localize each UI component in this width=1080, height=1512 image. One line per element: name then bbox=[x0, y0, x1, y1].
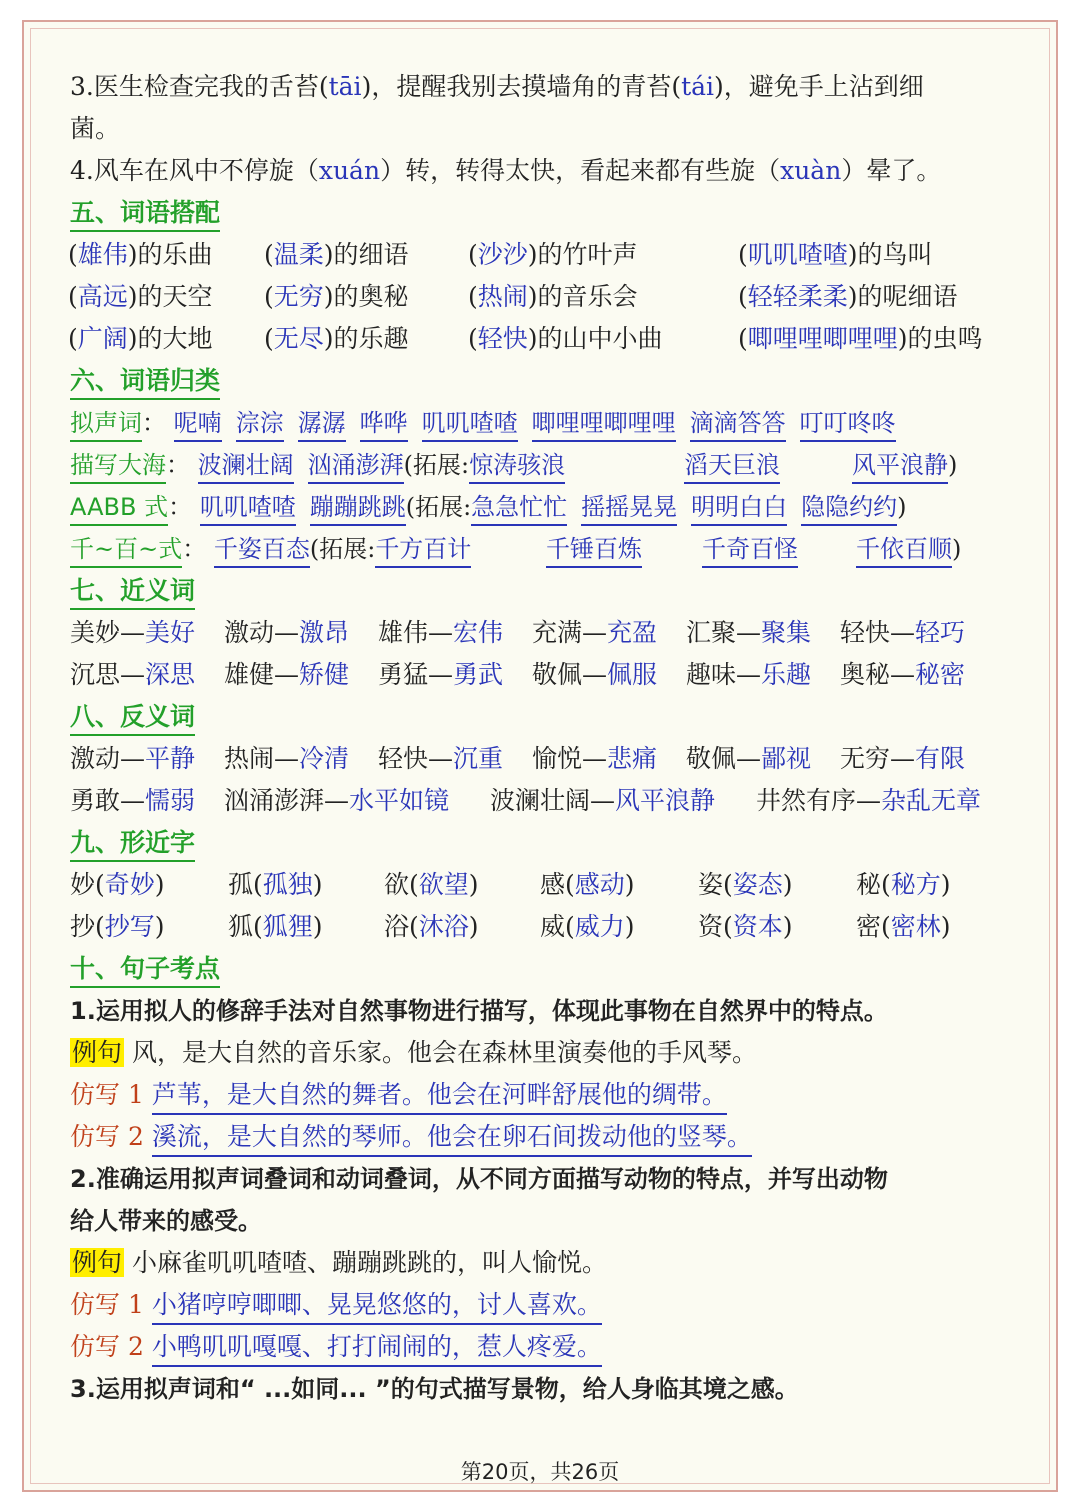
classify-word: 叽叽喳喳 bbox=[200, 490, 296, 526]
imitation-3 bbox=[70, 1284, 1030, 1326]
imitation-tag: 仿写 1 bbox=[70, 1290, 144, 1319]
synonym-pair: 充满—充盈 bbox=[532, 618, 658, 647]
antonym-pair: 汹涌澎湃—水平如镜 bbox=[224, 786, 450, 815]
antonym-pair: 无穷—有限 bbox=[840, 744, 966, 773]
q4-line bbox=[70, 150, 1030, 192]
classify-word: 摇摇晃晃 bbox=[581, 490, 677, 526]
collocation-item: (沙沙)的竹叶声 bbox=[468, 240, 638, 269]
collocation-row bbox=[70, 234, 1030, 276]
section-7-heading-line bbox=[70, 570, 1030, 612]
extend-label: (拓展: bbox=[405, 493, 472, 521]
antonym-pair: 井然有序—杂乱无章 bbox=[756, 786, 982, 815]
classify-word: 急急忙忙 bbox=[471, 490, 567, 526]
classify-row-aabb: AABB 式： 叽叽喳喳 蹦蹦跳跳(拓展:急急忙忙 摇摇晃晃 明明白白 隐隐约约) bbox=[70, 486, 1030, 528]
classify-word: 汹涌澎湃 bbox=[308, 448, 404, 484]
imitation-answer: 小猪哼哼唧唧、晃晃悠悠的，讨人喜欢。 bbox=[152, 1287, 602, 1325]
classify-word: 风平浪静 bbox=[852, 448, 948, 484]
q4-text-c: ）转，转得太快，看起来都有些旋（ bbox=[380, 156, 781, 185]
classify-word-wrap bbox=[702, 528, 798, 570]
classify-word: 波澜壮阔 bbox=[198, 448, 294, 484]
similar-char-item: 妙(奇妙) bbox=[70, 870, 165, 899]
q3-text-c: )，提醒我别去摸墙角的青苔( bbox=[361, 72, 682, 101]
classify-word: 千依百顺 bbox=[856, 532, 952, 568]
collocation-item: (轻轻柔柔)的呢细语 bbox=[738, 282, 958, 311]
classify-word: 淙淙 bbox=[236, 406, 284, 442]
synonym-pair: 雄伟—宏伟 bbox=[378, 618, 504, 647]
classify-word-wrap: 风平浪静) bbox=[852, 444, 957, 486]
synonym-pair: 汇聚—聚集 bbox=[686, 618, 812, 647]
imitation-4 bbox=[70, 1326, 1030, 1368]
imitation-tag: 仿写 2 bbox=[70, 1122, 144, 1151]
similar-char-item: 密(密林) bbox=[856, 912, 951, 941]
q3-pinyin-1: tāi bbox=[328, 72, 362, 101]
similar-char-item: 秘(秘方) bbox=[856, 870, 951, 899]
synonym-pair: 奥秘—秘密 bbox=[840, 660, 966, 689]
classify-word: 哗哗 bbox=[360, 406, 408, 442]
section-heading: 十、句子考点 bbox=[70, 952, 220, 988]
section-heading: 五、词语搭配 bbox=[70, 196, 220, 232]
sentence-point-3: 3.运用拟声词和“ ...如同... ”的句式描写景物，给人身临其境之感。 bbox=[70, 1375, 799, 1403]
q4-text-a: 4.风车在风中不停旋（ bbox=[70, 156, 319, 185]
classify-word: 叮叮咚咚 bbox=[800, 406, 896, 442]
collocation-item: (唧哩哩唧哩哩)的虫鸣 bbox=[738, 324, 983, 353]
imitation-2 bbox=[70, 1116, 1030, 1158]
classify-row-onomatopoeia: 拟声词： 呢喃 淙淙 潺潺 哗哗 叽叽喳喳 唧哩哩唧哩哩 滴滴答答 叮叮咚咚 bbox=[70, 402, 1030, 444]
synonym-pair: 雄健—矫健 bbox=[224, 660, 350, 689]
section-8-heading-line bbox=[70, 696, 1030, 738]
collocation-item: (无尽)的乐趣 bbox=[264, 324, 409, 353]
example-sentence-1 bbox=[70, 1032, 1030, 1074]
section-heading: 七、近义词 bbox=[70, 574, 195, 610]
classify-word: 千奇百怪 bbox=[702, 532, 798, 568]
synonym-pair: 趣味—乐趣 bbox=[686, 660, 812, 689]
classify-word: 千方百计 bbox=[375, 532, 471, 568]
collocation-item: (热闹)的音乐会 bbox=[468, 282, 638, 311]
classify-word: 蹦蹦跳跳 bbox=[310, 490, 406, 526]
q3-text-f: 菌。 bbox=[70, 114, 121, 143]
collocation-item: (高远)的天空 bbox=[68, 282, 213, 311]
classify-word: 惊涛骇浪 bbox=[469, 448, 565, 484]
classify-row-sea: 描写大海： 波澜壮阔 汹涌澎湃(拓展:惊涛骇浪 滔天巨浪 风平浪静) bbox=[70, 444, 1030, 486]
antonym-pair: 波澜壮阔—风平浪静 bbox=[490, 786, 716, 815]
example-sentence-2 bbox=[70, 1242, 1030, 1284]
synonym-pair: 沉思—深思 bbox=[70, 660, 196, 689]
classify-word-wrap bbox=[684, 444, 780, 486]
synonym-pair: 敬佩—佩服 bbox=[532, 660, 658, 689]
extend-label: (拓展: bbox=[309, 535, 376, 563]
q3-line bbox=[70, 66, 1030, 108]
sentence-point-2: 2.准确运用拟声词叠词和动词叠词，从不同方面描写动物的特点，并写出动物 bbox=[70, 1165, 888, 1193]
section-heading: 九、形近字 bbox=[70, 826, 195, 862]
collocation-row bbox=[70, 276, 1030, 318]
synonym-pair: 勇猛—勇武 bbox=[378, 660, 504, 689]
q4-pinyin-2: xuàn bbox=[780, 156, 842, 185]
q3-text-e: )，避免手上沾到细 bbox=[714, 72, 924, 101]
imitation-1 bbox=[70, 1074, 1030, 1116]
similar-char-item: 孤(孤独) bbox=[228, 870, 323, 899]
antonym-pair: 愉悦—悲痛 bbox=[532, 744, 658, 773]
section-9-heading-line bbox=[70, 822, 1030, 864]
similar-char-row bbox=[70, 864, 1030, 906]
q3-line-2 bbox=[70, 108, 1030, 150]
example-text: 风，是大自然的音乐家。他会在森林里演奏他的手风琴。 bbox=[131, 1038, 757, 1067]
similar-char-item: 感(感动) bbox=[540, 870, 635, 899]
collocation-item: (无穷)的奥秘 bbox=[264, 282, 409, 311]
antonym-pair: 勇敢—懦弱 bbox=[70, 786, 196, 815]
similar-char-item: 狐(狐狸) bbox=[228, 912, 323, 941]
example-text: 小麻雀叽叽喳喳、蹦蹦跳跳的，叫人愉悦。 bbox=[131, 1248, 607, 1277]
collocation-item: (广阔)的大地 bbox=[68, 324, 213, 353]
page-number: 第20页，共26页 bbox=[460, 1460, 620, 1484]
similar-char-item: 姿(姿态) bbox=[698, 870, 793, 899]
worksheet-content bbox=[70, 66, 1030, 1410]
section-heading: 八、反义词 bbox=[70, 700, 195, 736]
classify-word: 千锤百炼 bbox=[546, 532, 642, 568]
classify-word-wrap: 千依百顺) bbox=[856, 528, 961, 570]
similar-char-row bbox=[70, 906, 1030, 948]
similar-char-item: 欲(欲望) bbox=[384, 870, 479, 899]
collocation-item: (雄伟)的乐曲 bbox=[68, 240, 213, 269]
sentence-point-1: 1.运用拟人的修辞手法对自然事物进行描写，体现此事物在自然界中的特点。 bbox=[70, 997, 888, 1025]
section-10-heading-line bbox=[70, 948, 1030, 990]
imitation-tag: 仿写 2 bbox=[70, 1332, 144, 1361]
extend-label: (拓展: bbox=[403, 451, 470, 479]
classify-word: 呢喃 bbox=[174, 406, 222, 442]
example-tag: 例句 bbox=[72, 1038, 123, 1067]
collocation-row bbox=[70, 318, 1030, 360]
classify-label: 拟声词 bbox=[70, 406, 142, 442]
classify-label: AABB 式 bbox=[70, 490, 168, 526]
classify-word: 隐隐约约 bbox=[801, 490, 897, 526]
similar-char-item: 威(威力) bbox=[540, 912, 635, 941]
example-tag: 例句 bbox=[72, 1248, 123, 1277]
similar-char-item: 资(资本) bbox=[698, 912, 793, 941]
antonym-pair: 热闹—冷清 bbox=[224, 744, 350, 773]
similar-char-item: 抄(抄写) bbox=[70, 912, 165, 941]
antonym-pair: 轻快—沉重 bbox=[378, 744, 504, 773]
section-6-heading-line bbox=[70, 360, 1030, 402]
classify-word: 叽叽喳喳 bbox=[422, 406, 518, 442]
q4-pinyin-1: xuán bbox=[318, 156, 381, 185]
synonym-pair: 美妙—美好 bbox=[70, 618, 196, 647]
classify-label: 描写大海 bbox=[70, 448, 166, 484]
collocation-item: (轻快)的山中小曲 bbox=[468, 324, 663, 353]
imitation-answer: 小鸭叽叽嘎嘎、打打闹闹的，惹人疼爱。 bbox=[152, 1329, 602, 1367]
section-5-heading-line bbox=[70, 192, 1030, 234]
classify-word: 滴滴答答 bbox=[690, 406, 786, 442]
classify-word: 滔天巨浪 bbox=[684, 448, 780, 484]
imitation-answer: 溪流，是大自然的琴师。他会在卵石间拨动他的竖琴。 bbox=[152, 1119, 752, 1157]
synonym-pair: 轻快—轻巧 bbox=[840, 618, 966, 647]
sentence-point-2-cont: 给人带来的感受。 bbox=[70, 1207, 262, 1235]
collocation-item: (叽叽喳喳)的鸟叫 bbox=[738, 240, 933, 269]
synonym-row bbox=[70, 612, 1030, 654]
antonym-pair: 敬佩—鄙视 bbox=[686, 744, 812, 773]
synonym-pair: 激动—激昂 bbox=[224, 618, 350, 647]
classify-row-qianbai: 千~百~式： 千姿百态(拓展:千方百计 千锤百炼 千奇百怪 千依百顺) bbox=[70, 528, 1030, 570]
antonym-row bbox=[70, 738, 1030, 780]
section-heading: 六、词语归类 bbox=[70, 364, 220, 400]
classify-word: 潺潺 bbox=[298, 406, 346, 442]
q3-pinyin-2: tái bbox=[681, 72, 715, 101]
classify-word: 千姿百态 bbox=[214, 532, 310, 568]
antonym-row bbox=[70, 780, 1030, 822]
classify-word-wrap bbox=[546, 528, 642, 570]
imitation-answer: 芦苇，是大自然的舞者。他会在河畔舒展他的绸带。 bbox=[152, 1077, 727, 1115]
classify-label: 千~百~式 bbox=[70, 532, 182, 568]
q3-text-a: 3.医生检查完我的舌苔( bbox=[70, 72, 329, 101]
antonym-pair: 激动—平静 bbox=[70, 744, 196, 773]
synonym-row bbox=[70, 654, 1030, 696]
classify-word: 明明白白 bbox=[691, 490, 787, 526]
collocation-item: (温柔)的细语 bbox=[264, 240, 409, 269]
similar-char-item: 浴(沐浴) bbox=[384, 912, 479, 941]
imitation-tag: 仿写 1 bbox=[70, 1080, 144, 1109]
classify-word: 唧哩哩唧哩哩 bbox=[532, 406, 676, 442]
q4-text-e: ）晕了。 bbox=[841, 156, 942, 185]
